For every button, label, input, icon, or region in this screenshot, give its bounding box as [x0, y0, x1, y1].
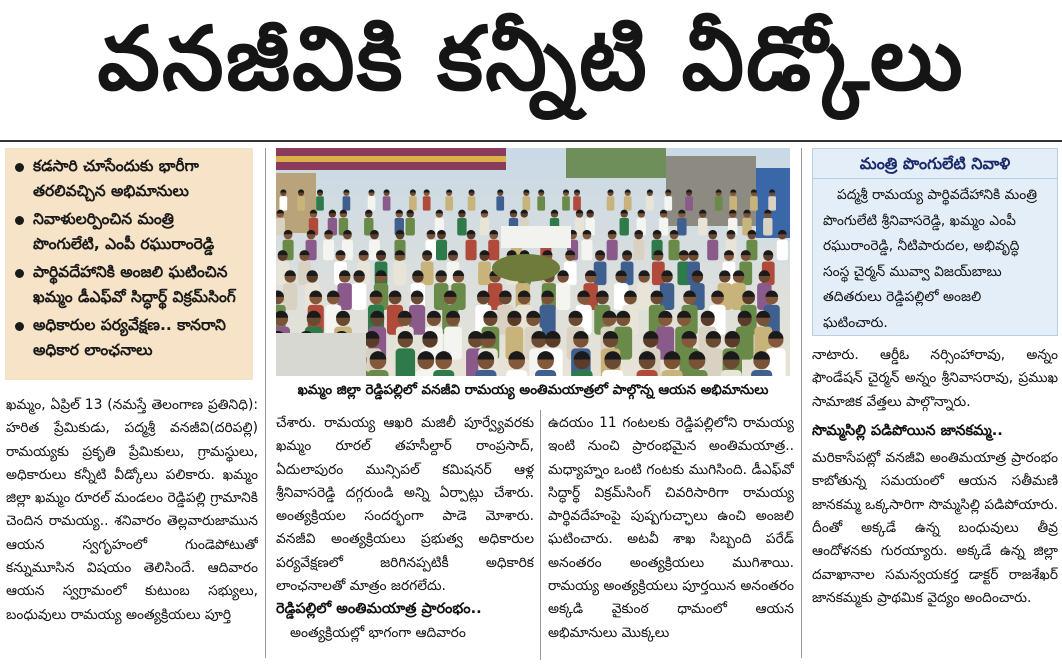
article-paragraph: నాటారు. ఆర్డీఓ నర్సింహారావు, అన్నం ఫౌండేషన్ చైర్మన్ అన్నం శ్రీనివాసరావు, ప్రముఖ సామాజిక వేత్తలు పాల్గొన్నారు.	[812, 347, 1058, 410]
column-divider	[265, 148, 266, 658]
column-divider	[801, 148, 802, 658]
highlight-text: నివాళులర్పించిన మంత్రి పొంగులేటి, ఎంపీ రఘురాంరెడ్డి	[33, 210, 215, 253]
highlight-item	[15, 260, 243, 310]
article-paragraph: మరికాసేపట్లో వనజీవి అంతిమయాత్ర ప్రారంభం కాబోతున్న సమయంలో ఆయన సతీమణి జానకమ్మ ఒక్కసారిగా సొమ్మసిల్లి పడిపోయారు. దీంతో అక్కడే ఉన్న బంధువులు తీవ్ర ఆందోళనకు గురయ్యారు. అక్కడే ఉన్న జిల్లా దవాఖానాల సమన్వయకర్త డాక్టర్ రాజశేఖర్ జానకమ్మకు ప్రాథమిక వైద్యం అందించారు.	[812, 450, 1058, 606]
highlight-text: పార్థివదేహానికి అంజలి ఘటించిన ఖమ్మం డీఎఫ్‌వో సిద్ధార్థ్ విక్రమ్‌సింగ్	[33, 263, 236, 306]
photo-caption: ఖమ్మం జిల్లా రెడ్డిపల్లిలో వనజీవి రామయ్య అంతిమయాత్రలో పాల్గొన్న ఆయన అభిమానులు	[297, 382, 769, 398]
highlight-item	[15, 313, 243, 363]
article-paragraph: చేశారు. రామయ్య ఆఖరి మజిలీ పూర్వ్యేవరకు ఖమ్మం రూరల్ తహసీల్దార్ రాంప్రసాద్, ఏదులాపురం మున్సిపల్ కమిషనర్ ఆళ్ల శ్రీనివాసరెడ్డి దగ్గరుండి అన్ని ఏర్పాట్లు చేశారు. అంత్యక్రియల సందర్భంగా పాడె మోశారు. వనజీవి అంత్యక్రియలు ప్రభుత్వ అధికారుల పర్యవేక్షణలో జరిగినప్పటికీ అధికారిక లాంఛనాలతో మాత్రం జరగలేదు.	[276, 415, 534, 595]
article-column-2	[276, 412, 534, 660]
bullet-icon	[15, 163, 24, 172]
bullet-icon	[15, 216, 24, 225]
headline-rule	[0, 140, 1062, 142]
highlight-item	[15, 207, 243, 257]
bullet-icon	[15, 269, 24, 278]
article-column-3	[548, 412, 794, 660]
tribute-box	[812, 148, 1058, 336]
article-column-4	[812, 344, 1058, 660]
article-column-1	[6, 394, 258, 660]
article-subhead: సొమ్మసిల్లి పడిపోయిన జానకమ్మ..	[812, 422, 1003, 439]
column-divider	[540, 410, 541, 660]
article-paragraph: అంత్యక్రియల్లో భాగంగా ఆదివారం	[290, 624, 466, 641]
funeral-procession-photo	[276, 148, 790, 376]
article-subhead: రెడ్డిపల్లిలో అంతిమయాత్ర ప్రారంభం..	[276, 601, 482, 618]
highlight-text: అధికారుల పర్యవేక్షణ.. కానరాని అధికార లాంఛనాలు	[33, 316, 226, 359]
article-paragraph: ఖమ్మం, ఏప్రిల్ 13 (నమస్తే తెలంగాణ ప్రతినిధి): హరిత ప్రేమికుడు, పద్మశ్రీ వనజీవి(దరిపల్లి) రామయ్యకు ప్రకృతి ప్రేమికులు, గ్రామస్థులు, అధికారులు కన్నీటి వీడ్కోలు పలికారు. ఖమ్మం జిల్లా ఖమ్మం రూరల్ మండలం రెడ్డిపల్లి గ్రామానికి చెందిన రామయ్య.. శనివారం తెల్లవారుజామున ఆయన స్వగృహంలో గుండెపోటుతో కన్నుమూసిన విషయం తెలిసిందే. ఆదివారం ఆయన స్వగ్రామంలో కుటుంబ సభ్యులు, బంధువులు రామయ్య అంత్యక్రియలు పూర్తి	[6, 397, 258, 623]
article-paragraph: ఉదయం 11 గంటలకు రెడ్డిపల్లిలోని రామయ్య ఇంటి నుంచి ప్రారంభమైన అంతిమయాత్ర.. మధ్యాహ్నం ఒంటి గంటకు ముగిసింది. డీఎఫ్‌వో సిద్ధార్థ్ విక్రమ్‌సింగ్ చివరిసారిగా రామయ్య పార్థివదేహంపై పుష్పగుచ్ఛాలు ఉంచి అంజలి ఘటించారు. అటవీ శాఖ సిబ్బంది పరేడ్ అనంతరం అంత్యక్రియలు ముగిశాయి. రామయ్య అంత్యక్రియలు పూర్తయిన అనంతరం అక్కడి వైకుంఠ ధామంలో ఆయన అభిమానులు మొక్కలు	[548, 415, 794, 641]
highlight-text: కడసారి చూసేందుకు భారీగా తరలివచ్చిన అభిమానులు	[33, 157, 199, 200]
highlight-item	[15, 154, 243, 204]
headline: వనజీవికి కన్నీటి వీడ్కోలు	[97, 6, 965, 110]
highlights-box	[5, 148, 253, 380]
bullet-icon	[15, 322, 24, 331]
tribute-box-title: మంత్రి పొంగులేటి నివాళి	[813, 149, 1057, 179]
tribute-box-text: పద్మశ్రీ రామయ్య పార్థివదేహానికి మంత్రి పొంగులేటి శ్రీనివాసరెడ్డి, ఖమ్మం ఎంపీ రఘురాంరెడ్డి, నీటిపారుదల, అభివృద్ధి సంస్థ చైర్మన్ మువ్వా విజయ్‌బాబు తదితరులు రెడ్డిపల్లిలో అంజలి ఘటించారు.	[823, 187, 1037, 331]
